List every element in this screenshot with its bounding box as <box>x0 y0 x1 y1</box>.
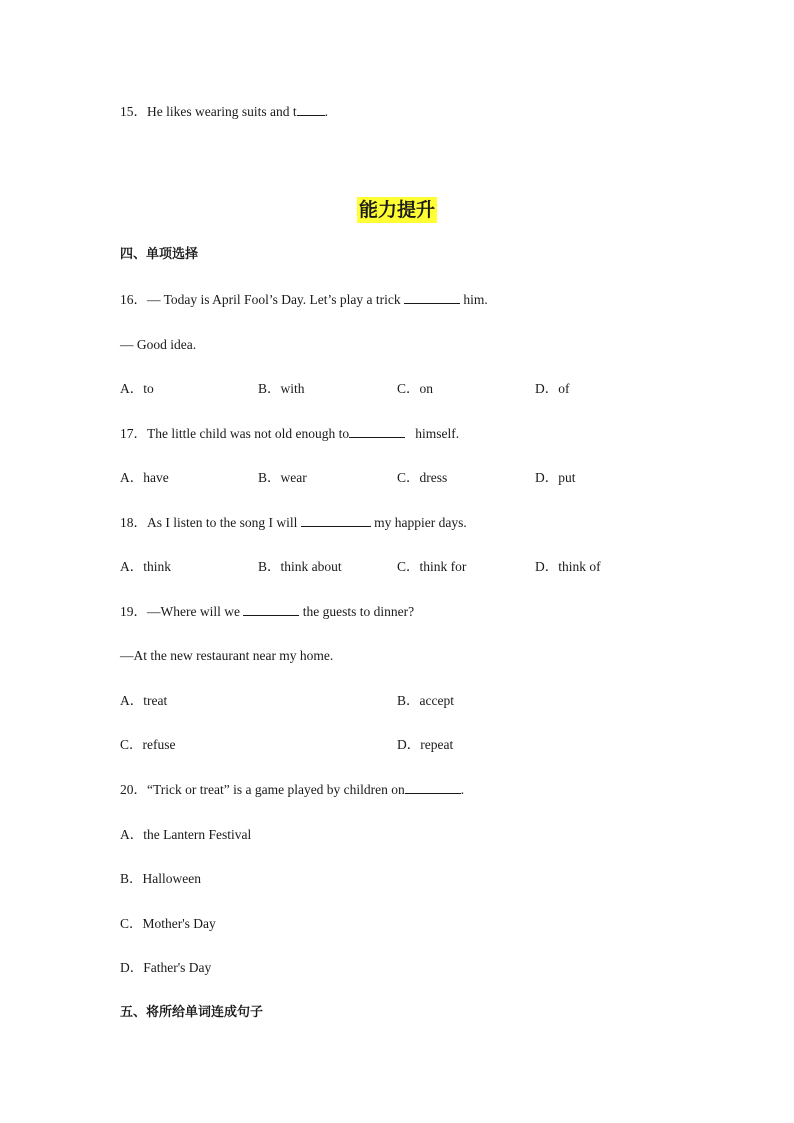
part4-heading: 四、单项选择 <box>120 247 199 262</box>
q18-option-c[interactable]: C．think for <box>397 559 467 574</box>
q20-option-a[interactable]: A．the Lantern Festival <box>120 827 252 842</box>
q19-option-d[interactable]: D．repeat <box>397 737 454 752</box>
q16-option-d[interactable]: D．of <box>535 381 570 396</box>
q15-text: 15．He likes wearing suits and t <box>120 104 297 119</box>
q19-reply: —At the new restaurant near my home. <box>120 648 334 663</box>
q19-option-a[interactable]: A．treat <box>120 693 168 708</box>
q16-reply: — Good idea. <box>120 337 197 352</box>
q20-option-b[interactable]: B．Halloween <box>120 871 201 886</box>
q16-option-c[interactable]: C．on <box>397 381 434 396</box>
q19-option-c[interactable]: C．refuse <box>120 737 176 752</box>
question-16 <box>120 291 488 309</box>
q18-stem-end: my happier days. <box>370 515 467 530</box>
question-20 <box>120 781 464 799</box>
q17-stem: 17．The little child was not old enough to <box>120 426 350 441</box>
q16-option-a[interactable]: A．to <box>120 381 154 396</box>
question-17 <box>120 425 459 443</box>
question-18 <box>120 514 467 532</box>
q18-option-d[interactable]: D．think of <box>535 559 601 574</box>
question-19 <box>120 603 414 621</box>
q17-blank[interactable] <box>349 425 405 438</box>
q20-option-c[interactable]: C．Mother's Day <box>120 916 216 931</box>
q17-option-d[interactable]: D．put <box>535 470 576 485</box>
q18-option-b[interactable]: B．think about <box>258 559 342 574</box>
q18-option-a[interactable]: A．think <box>120 559 172 574</box>
q17-option-c[interactable]: C．dress <box>397 470 448 485</box>
q20-stem-end: . <box>460 782 465 797</box>
part5-heading: 五、将所给单词连成句子 <box>120 1005 264 1020</box>
q19-blank[interactable] <box>243 603 299 616</box>
q16-option-b[interactable]: B．with <box>258 381 305 396</box>
q18-stem: 18．As I listen to the song I will <box>120 515 301 530</box>
q20-blank[interactable] <box>405 781 461 794</box>
q16-blank[interactable] <box>404 291 460 304</box>
question-15 <box>120 103 328 121</box>
section-title-text: 能力提升 <box>358 199 435 221</box>
q16-stem-end: him. <box>460 292 488 307</box>
q17-option-a[interactable]: A．have <box>120 470 169 485</box>
q15-end: . <box>324 104 328 119</box>
q20-stem: 20．“Trick or treat” is a game played by children on <box>120 782 405 797</box>
q17-stem-end: himself. <box>405 426 460 441</box>
q17-option-b[interactable]: B．wear <box>258 470 307 485</box>
q19-stem-end: the guests to dinner? <box>299 604 415 619</box>
q15-blank[interactable] <box>297 103 325 116</box>
q20-option-d[interactable]: D．Father's Day <box>120 960 212 975</box>
section-title <box>0 195 794 222</box>
q16-stem: 16．— Today is April Fool’s Day. Let’s play a trick <box>120 292 405 307</box>
q19-stem: 19．—Where will we <box>120 604 244 619</box>
q19-option-b[interactable]: B．accept <box>397 693 454 708</box>
q18-blank[interactable] <box>301 514 371 527</box>
